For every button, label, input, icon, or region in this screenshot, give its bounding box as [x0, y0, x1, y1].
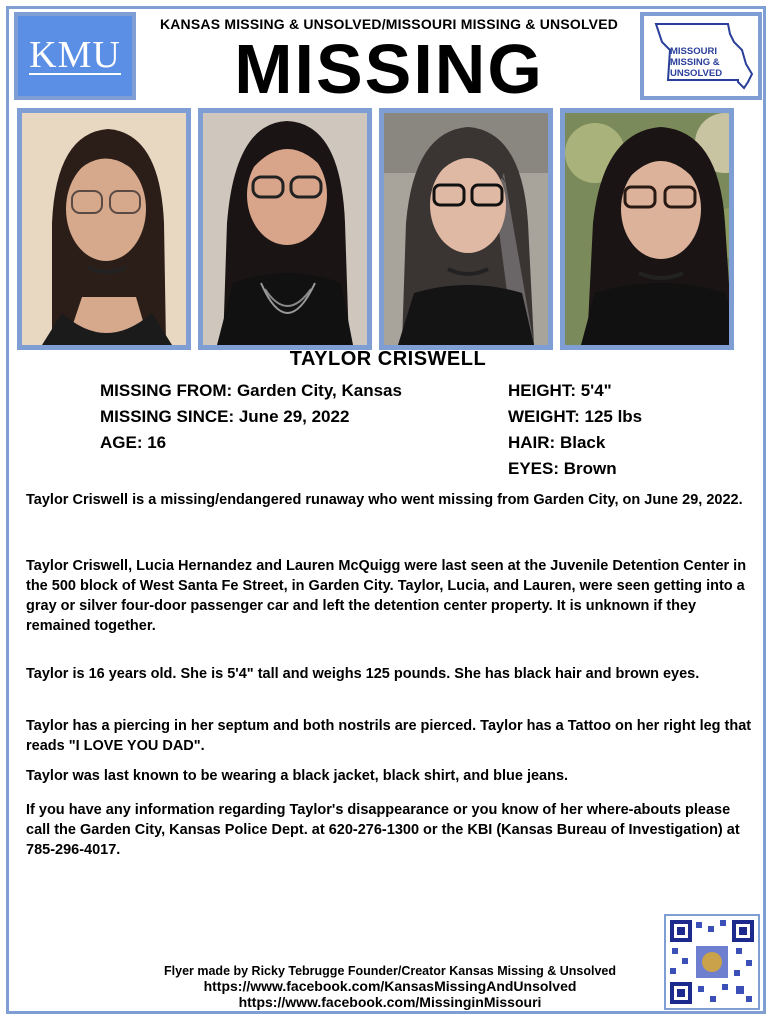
photo-2 — [198, 108, 372, 350]
facts-right — [508, 378, 642, 482]
height: HEIGHT: 5'4" — [508, 381, 612, 400]
missouri-logo-text: MISSOURI MISSING & UNSOLVED — [670, 46, 723, 79]
age: AGE: 16 — [100, 433, 167, 452]
paragraph-piercings: Taylor has a piercing in her septum and both nostrils are pierced. Taylor has a Tattoo on her right leg that reads "I LOVE YOU DAD". — [26, 718, 752, 754]
footer-link-missouri[interactable]: https://www.facebook.com/MissinginMissouri — [238, 994, 542, 1010]
footer-link-kansas[interactable]: https://www.facebook.com/KansasMissingAndUnsolved — [203, 978, 577, 994]
photo-3 — [379, 108, 553, 350]
eyes: EYES: Brown — [508, 459, 617, 478]
kmu-logo-text: KMU — [29, 34, 121, 76]
qr-code-icon — [666, 916, 758, 1008]
org-header: KANSAS MISSING & UNSOLVED/MISSOURI MISSING & UNSOLVED — [159, 16, 619, 32]
kmu-logo — [14, 12, 136, 100]
missing-since: MISSING SINCE: June 29, 2022 — [100, 407, 350, 426]
person-name: TAYLOR CRISWELL — [289, 348, 487, 370]
paragraph-summary: Taylor Criswell is a missing/endangered runaway who went missing from Garden City, on June 29, 2022. — [26, 492, 743, 508]
facts-left — [100, 378, 402, 456]
missing-title: MISSING — [234, 30, 544, 108]
photo-4 — [560, 108, 734, 350]
photo-1 — [17, 108, 191, 350]
footer-credit: Flyer made by Ricky Tebrugge Founder/Creator Kansas Missing & Unsolved — [164, 964, 616, 978]
weight: WEIGHT: 125 lbs — [508, 407, 643, 426]
missouri-logo — [640, 12, 762, 100]
paragraph-last-seen: Taylor Criswell, Lucia Hernandez and Lauren McQuigg were last seen at the Juvenile Detention Center in the 500 block of West Santa Fe Street, in Garden City. Taylor, Lucia, and Lauren, were seen getting into a gray or silver four-door passenger car and left the detention center property. It is unknown if they remained together. — [26, 558, 747, 634]
paragraph-contact: If you have any information regarding Taylor's disappearance or you know of her where-abouts please call the Garden City, Kansas Police Dept. at 620-276-1300 or the KBI (Kansas Bureau of Investigation) at 785-296-4017. — [26, 802, 740, 858]
qr-code[interactable] — [664, 914, 760, 1010]
hair: HAIR: Black — [508, 433, 606, 452]
paragraph-clothing: Taylor was last known to be wearing a black jacket, black shirt, and blue jeans. — [26, 768, 569, 784]
missing-from: MISSING FROM: Garden City, Kansas — [100, 381, 402, 400]
paragraph-description: Taylor is 16 years old. She is 5'4" tall and weighs 125 pounds. She has black hair and brown eyes. — [26, 666, 700, 682]
